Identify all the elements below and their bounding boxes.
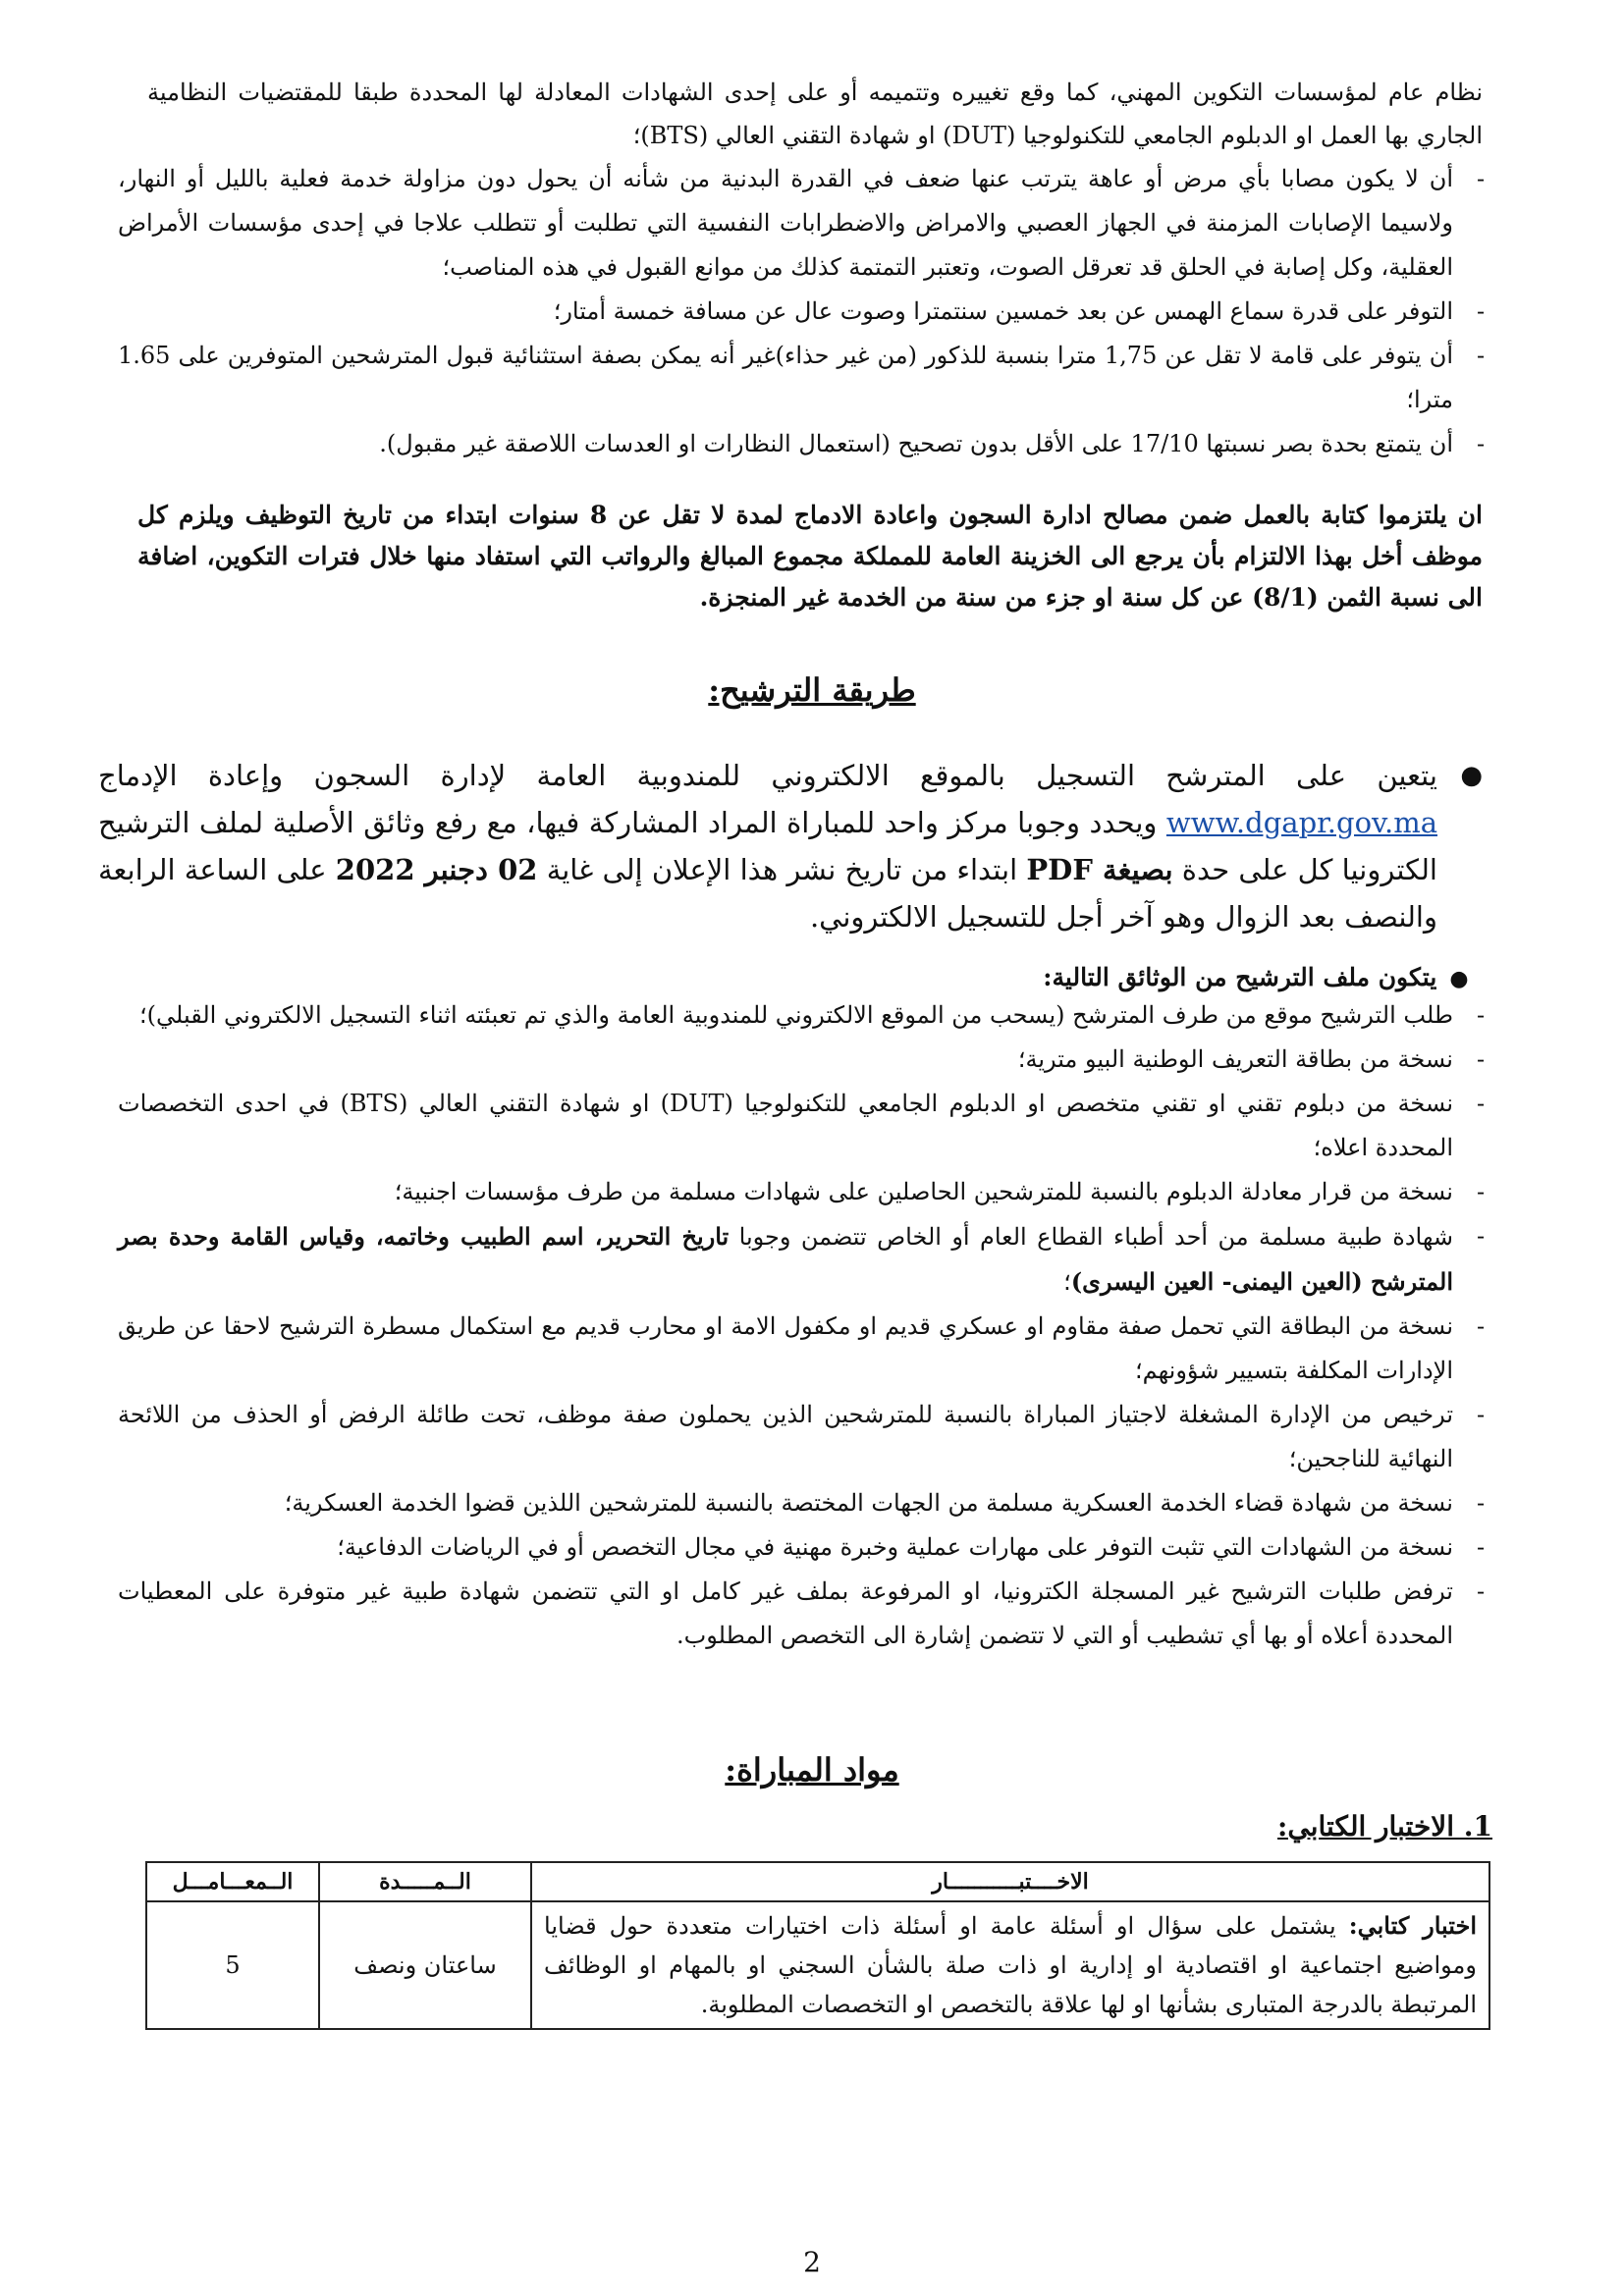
dash-bullet-icon: - [1476, 297, 1486, 325]
list-item: - أن لا يكون مصابا بأي مرض أو عاهة يترتب عنها ضعف في القدرة البدنية من شأنه أن يحول دون مزاولة خدمة فعلية بالليل أو النهار، ولاسيما الإصابات المزمنة في الجهاز العصبي والامراض والاضطرابات النفسية التي تطلبت أو تتطلب علاجا في إحدى مؤسسات الأمراض العقلية، وكل إصابة في الحلق قد تعرقل الصوت، وتعتبر التمتمة كذلك من موانع القبول في هذه المناصب؛ [118, 157, 1492, 290]
written-exam-title: 1. الاختبار الكتابي: [1277, 1810, 1492, 1842]
conditions-list [118, 157, 1492, 466]
intro-paragraph: نظام عام لمؤسسات التكوين المهني، كما وقع تغييره وتتميمه أو على إحدى الشهادات المعادلة لها المحددة طبقا للمقتضيات النظامية الجاري بها العمل او الدبلوم الجامعي للتكنولوجيا (DUT) او شهادة التقني العالي (BTS)؛ [147, 79, 1483, 149]
website-link[interactable]: www.dgapr.gov.ma [1165, 806, 1438, 839]
section-heading-method: طريقة الترشيح: [708, 671, 916, 709]
registration-bullet: ● يتعين على المترشح التسجيل بالموقع الالكتروني للمندوبية العامة لإدارة السجون وإعادة الإدماج www.dgapr.gov.ma ويحدد وجوبا مركز واحد للمباراة المراد المشاركة فيها، مع رفع وثائق الأصلية لملف الترشيح الكترونيا كل على حدة بصيغة PDF ابتداء من تاريخ نشر هذا الإعلان إلى غاية 02 دجنبر 2022 على الساعة الرابعة والنصف بعد الزوال وهو آخر أجل للتسجيل الالكتروني. [98, 752, 1483, 940]
dash-bullet-icon: - [1476, 1489, 1486, 1517]
duration-cell: ساعتان ونصف [319, 1901, 531, 2029]
exam-table [145, 1861, 1490, 2030]
section-heading-subjects: مواد المباراة: [725, 1751, 899, 1789]
list-item: - ترفض طلبات الترشيح غير المسجلة الكترونيا، او المرفوعة بملف غير كامل او التي تتضمن شهادة طبية غير متوفرة على المعطيات المحددة أعلاه أو بها أي تشطيب أو التي لا تتضمن إشارة الى التخصص المطلوب. [118, 1570, 1492, 1658]
list-item: - أن يتمتع بحدة بصر نسبتها 17/10 على الأقل بدون تصحيح (استعمال النظارات او العدسات اللاصقة غير مقبول). [118, 422, 1492, 466]
list-item: - ترخيص من الإدارة المشغلة لاجتياز المباراة بالنسبة للمترشحين الذين يحملون صفة موظف، تحت طائلة الرفض أو الحذف من اللائحة النهائية للناجحين؛ [118, 1393, 1492, 1481]
list-item: - نسخة من قرار معادلة الدبلوم بالنسبة للمترشحين الحاصلين على شهادات مسلمة من طرف مؤسسات اجنبية؛ [118, 1170, 1492, 1214]
table-header-row [146, 1862, 1489, 1901]
list-item: - نسخة من دبلوم تقني او تقني متخصص او الدبلوم الجامعي للتكنولوجيا (DUT) او شهادة التقني العالي (BTS) في احدى التخصصات المحددة اعلاه؛ [118, 1082, 1492, 1170]
header-coefficient: الــمعـــامـــل [146, 1862, 319, 1901]
page-number: 2 [803, 2246, 821, 2278]
dash-bullet-icon: - [1476, 1401, 1486, 1428]
dash-bullet-icon: - [1476, 1178, 1486, 1205]
dash-bullet-icon: - [1476, 1001, 1486, 1029]
documents-list [118, 993, 1492, 1658]
dash-bullet-icon: - [1476, 1090, 1486, 1117]
dash-bullet-icon: - [1476, 1312, 1486, 1340]
list-item-medical: - شهادة طبية مسلمة من أحد أطباء القطاع العام أو الخاص تتضمن وجوبا تاريخ التحرير، اسم الطبيب وخاتمه، وقياس القامة وحدة بصر المترشح (العين اليمنى- العين اليسرى)؛ [118, 1214, 1492, 1305]
dash-bullet-icon: - [1476, 430, 1486, 457]
bullet-icon: ● [1460, 761, 1483, 790]
dash-bullet-icon: - [1476, 1222, 1486, 1250]
header-duration: الــمـــــدة [319, 1862, 531, 1901]
list-item: - أن يتوفر على قامة لا تقل عن 1,75 مترا بنسبة للذكور (من غير حذاء)غير أنه يمكن بصفة استثنائية قبول المترشحين المتوفرين على 1.65 مترا؛ [118, 334, 1492, 422]
list-item: - التوفر على قدرة سماع الهمس عن بعد خمسين سنتمترا وصوت عال عن مسافة خمسة أمتار؛ [118, 290, 1492, 334]
header-exam: الاخــــتبـــــــــــار [531, 1862, 1489, 1901]
list-item: - طلب الترشيح موقع من طرف المترشح (يسحب من الموقع الالكتروني للمندوبية العامة والذي تم تعبئته اثناء التسجيل الالكتروني القبلي)؛ [118, 993, 1492, 1038]
list-item: - نسخة من الشهادات التي تثبت التوفر على مهارات عملية وخبرة مهنية في مجال التخصص أو في الرياضات الدفاعية؛ [118, 1525, 1492, 1570]
dash-bullet-icon: - [1476, 1577, 1486, 1605]
bullet-icon: ● [1449, 966, 1469, 991]
list-item: - نسخة من بطاقة التعريف الوطنية البيو مترية؛ [118, 1038, 1492, 1082]
dash-bullet-icon: - [1476, 1533, 1486, 1561]
list-item: - نسخة من شهادة قضاء الخدمة العسكرية مسلمة من الجهات المختصة بالنسبة للمترشحين اللذين قضوا الخدمة العسكرية؛ [118, 1481, 1492, 1525]
dash-bullet-icon: - [1476, 165, 1486, 192]
dash-bullet-icon: - [1476, 1045, 1486, 1073]
table-row [146, 1901, 1489, 2029]
list-item: - نسخة من البطاقة التي تحمل صفة مقاوم او عسكري قديم او مكفول الامة او محارب قديم مع استكمال مسطرة الترشيح لاحقا عن طريق الإدارات المكلفة بتسيير شؤونهم؛ [118, 1305, 1492, 1393]
commitment-paragraph: ان يلتزموا كتابة بالعمل ضمن مصالح ادارة السجون واعادة الادماج لمدة لا تقل عن 8 سنوات ابتداء من تاريخ التوظيف ويلزم كل موظف أخل بهذا الالتزام بأن يرجع الى الخزينة العامة للمملكة مجموع المبالغ والرواتب التي استفاد منها خلال فترات التكوين، اضافة الى نسبة الثمن (8/1) عن كل سنة او جزء من سنة من الخدمة غير المنجزة. [137, 501, 1483, 612]
coefficient-cell: 5 [146, 1901, 319, 2029]
exam-description-cell: اختبار كتابي: يشتمل على سؤال او أسئلة عامة او أسئلة ذات اختيارات متعددة حول قضايا ومواضيع اجتماعية او اقتصادية او إدارية او ذات صلة بالشأن السجني او بالمهام او الوظائف المرتبطة بالدرجة المتبارى بشأنها او لها علاقة بالتخصص او التخصصات المطلوبة. [531, 1901, 1489, 2029]
dash-bullet-icon: - [1476, 342, 1486, 369]
documents-title: ● يتكون ملف الترشيح من الوثائق التالية: [118, 958, 1473, 998]
